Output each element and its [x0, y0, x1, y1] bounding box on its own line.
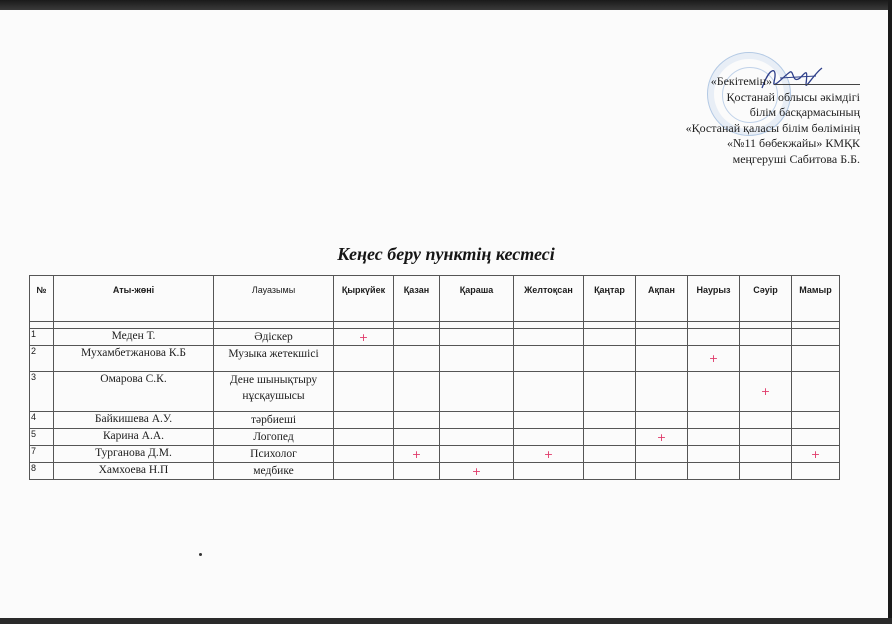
- approval-block: [560, 73, 860, 167]
- header-month: Ақпан: [636, 276, 688, 322]
- month-cell: [688, 463, 740, 480]
- month-cell: [584, 429, 636, 446]
- month-cell: [334, 346, 394, 372]
- month-cell: [514, 372, 584, 412]
- month-cell: [636, 329, 688, 346]
- month-cell: [792, 446, 840, 463]
- approval-line: Қостанай облысы әкімдігі: [726, 89, 860, 104]
- month-cell: [740, 346, 792, 372]
- month-cell: [740, 412, 792, 429]
- month-cell: [740, 329, 792, 346]
- month-cell: [636, 446, 688, 463]
- approval-line: білім басқармасының: [749, 105, 860, 119]
- month-cell: [740, 463, 792, 480]
- month-cell: [334, 412, 394, 429]
- month-cell: [740, 446, 792, 463]
- month-cell: [440, 372, 514, 412]
- month-cell: [440, 429, 514, 446]
- header-month: Мамыр: [792, 276, 840, 322]
- table-row: [30, 346, 840, 372]
- row-number: 1: [30, 329, 54, 346]
- header-month: Қазан: [394, 276, 440, 322]
- month-cell: [394, 446, 440, 463]
- month-cell: [514, 412, 584, 429]
- document-title: Кеңес беру пунктің кестесі: [337, 244, 555, 264]
- month-cell: [514, 446, 584, 463]
- row-number: 2: [30, 346, 54, 372]
- scan-dot: [199, 553, 202, 556]
- month-cell: [394, 346, 440, 372]
- month-cell: [740, 429, 792, 446]
- table-row: [30, 329, 840, 346]
- staff-name: Карина А.А.: [54, 429, 214, 446]
- staff-name: Турганова Д.М.: [54, 446, 214, 463]
- month-cell: [792, 412, 840, 429]
- approval-line: «Бекітемін»: [560, 73, 860, 90]
- plus-mark: +: [471, 464, 482, 478]
- month-cell: [440, 346, 514, 372]
- month-cell: [792, 346, 840, 372]
- staff-name: Мухамбетжанова К.Б: [54, 346, 214, 372]
- month-cell: [636, 372, 688, 412]
- staff-position: Дене шынықтыру нұсқаушысы: [214, 372, 334, 412]
- month-cell: [688, 446, 740, 463]
- month-cell: [334, 463, 394, 480]
- month-cell: [688, 346, 740, 372]
- month-cell: [334, 329, 394, 346]
- month-cell: [792, 463, 840, 480]
- table-header-row: [30, 276, 840, 322]
- row-number: 3: [30, 372, 54, 412]
- header-month: Қыркүйек: [334, 276, 394, 322]
- scan-bottom-edge: [0, 618, 892, 624]
- month-cell: [334, 446, 394, 463]
- table-spacer-row: [30, 322, 840, 329]
- scan-top-edge: [0, 0, 892, 10]
- staff-position: Психолог: [214, 446, 334, 463]
- table-row: [30, 412, 840, 429]
- month-cell: [584, 412, 636, 429]
- header-month: Желтоқсан: [514, 276, 584, 322]
- month-cell: [584, 329, 636, 346]
- month-cell: [636, 429, 688, 446]
- plus-mark: +: [760, 385, 771, 398]
- plus-mark: +: [358, 330, 369, 344]
- staff-position: Логопед: [214, 429, 334, 446]
- month-cell: [514, 463, 584, 480]
- month-cell: [334, 372, 394, 412]
- table-row: [30, 429, 840, 446]
- month-cell: [688, 412, 740, 429]
- header-month: Сәуір: [740, 276, 792, 322]
- month-cell: [394, 412, 440, 429]
- month-cell: [334, 429, 394, 446]
- month-cell: [688, 372, 740, 412]
- staff-name: Хамхоева Н.П: [54, 463, 214, 480]
- month-cell: [584, 463, 636, 480]
- plus-mark: +: [411, 447, 422, 461]
- staff-name: Омарова С.К.: [54, 372, 214, 412]
- month-cell: [440, 446, 514, 463]
- scan-right-edge: [888, 0, 892, 624]
- month-cell: [792, 429, 840, 446]
- approval-line: «№11 бөбекжайы» КМҚК: [727, 136, 860, 150]
- table-row: [30, 446, 840, 463]
- row-number: 8: [30, 463, 54, 480]
- month-cell: [440, 412, 514, 429]
- month-cell: [440, 329, 514, 346]
- consultation-schedule-table: [29, 275, 840, 480]
- staff-name: Байкишева А.У.: [54, 412, 214, 429]
- month-cell: [636, 346, 688, 372]
- header-number: №: [30, 276, 54, 322]
- month-cell: [636, 412, 688, 429]
- table-row: [30, 372, 840, 412]
- month-cell: [688, 329, 740, 346]
- staff-position: Әдіскер: [214, 329, 334, 346]
- month-cell: [584, 446, 636, 463]
- month-cell: [440, 463, 514, 480]
- month-cell: [688, 429, 740, 446]
- row-number: 7: [30, 446, 54, 463]
- month-cell: [514, 346, 584, 372]
- month-cell: [394, 463, 440, 480]
- staff-name: Меден Т.: [54, 329, 214, 346]
- plus-mark: +: [656, 430, 667, 444]
- staff-position: медбике: [214, 463, 334, 480]
- month-cell: [792, 329, 840, 346]
- month-cell: [394, 329, 440, 346]
- month-cell: [636, 463, 688, 480]
- staff-position: Музыка жетекшісі: [214, 346, 334, 372]
- table-row: [30, 463, 840, 480]
- month-cell: [584, 372, 636, 412]
- month-cell: [584, 346, 636, 372]
- month-cell: [394, 372, 440, 412]
- approval-line: меңгеруші Сабитова Б.Б.: [732, 151, 860, 166]
- header-name: Аты-жөні: [54, 276, 214, 322]
- row-number: 5: [30, 429, 54, 446]
- staff-position: тәрбиеші: [214, 412, 334, 429]
- month-cell: [514, 429, 584, 446]
- plus-mark: +: [810, 447, 821, 461]
- header-position: Лауазымы: [214, 276, 334, 322]
- month-cell: [514, 329, 584, 346]
- header-month: Қаңтар: [584, 276, 636, 322]
- header-month: Қараша: [440, 276, 514, 322]
- plus-mark: +: [543, 447, 554, 461]
- header-month: Наурыз: [688, 276, 740, 322]
- month-cell: [394, 429, 440, 446]
- month-cell: [792, 372, 840, 412]
- month-cell: [740, 372, 792, 412]
- row-number: 4: [30, 412, 54, 429]
- approval-line: «Қостанай қаласы білім бөлімінің: [685, 120, 860, 135]
- signature-line: [774, 73, 860, 85]
- plus-mark: +: [708, 352, 719, 365]
